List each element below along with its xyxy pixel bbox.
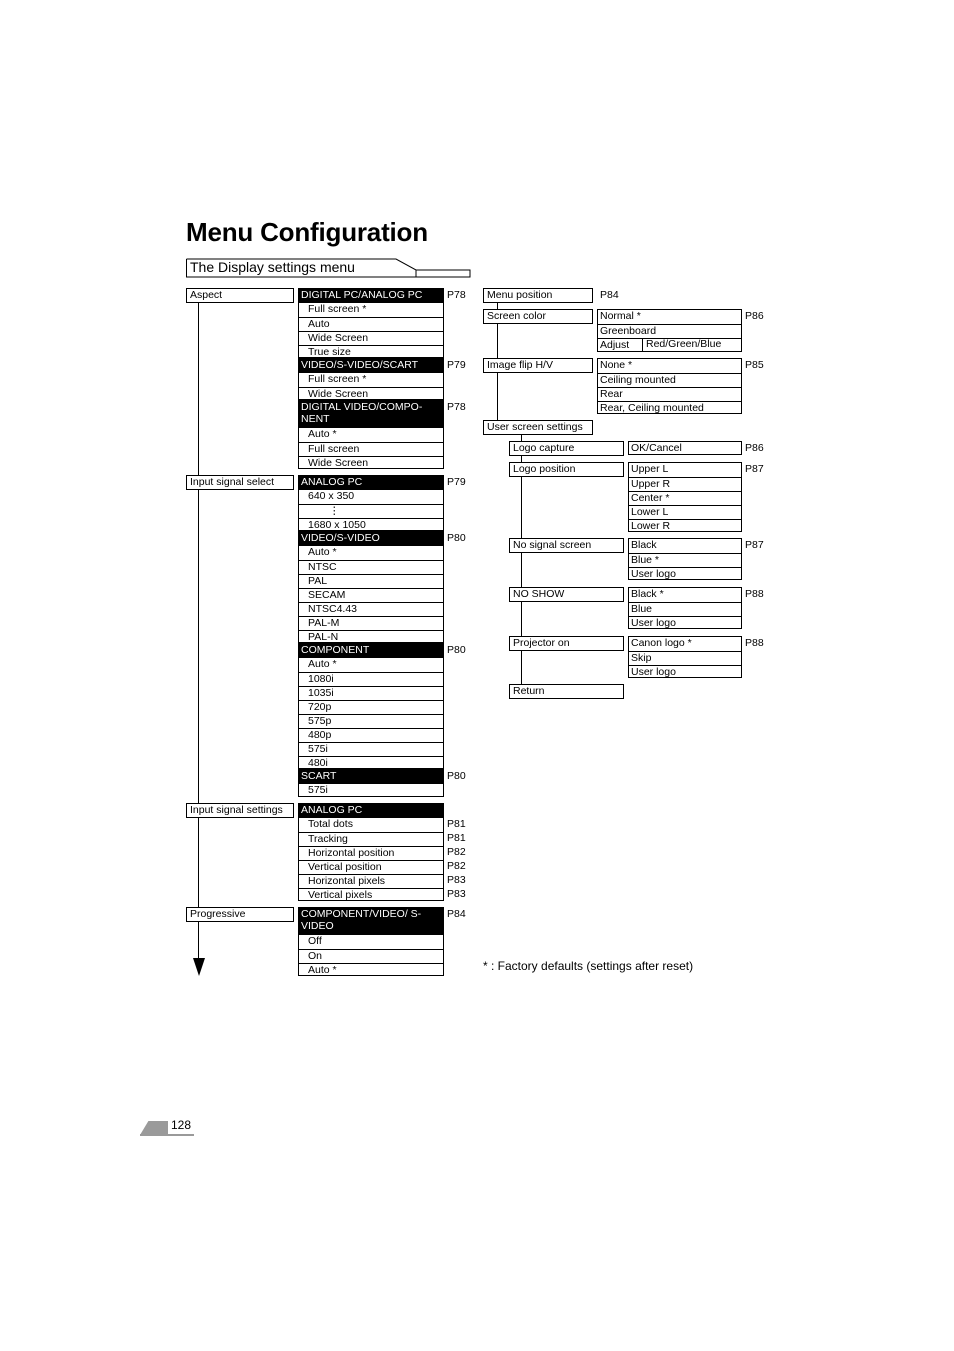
option-item[interactable]: User logo	[629, 665, 741, 679]
option-group	[298, 817, 444, 901]
option-item[interactable]: 640 x 350	[308, 490, 355, 502]
option-group	[628, 538, 742, 580]
page-ref: P86	[745, 442, 764, 454]
page-ref: P88	[745, 637, 764, 649]
menu-item-aspect[interactable]: Aspect	[186, 288, 294, 303]
submenu-item[interactable]: Projector on	[509, 636, 624, 651]
option-item[interactable]: Wide Screen	[299, 387, 443, 401]
page-ref: P83	[447, 888, 466, 900]
option-item[interactable]: Auto *	[308, 658, 337, 670]
down-arrow-icon	[193, 958, 205, 976]
option-item[interactable]: Auto *	[308, 428, 337, 440]
option-item[interactable]: ⋮	[299, 504, 443, 518]
page-ref: P78	[447, 289, 466, 301]
option-item[interactable]: Normal *	[600, 310, 641, 322]
option-item[interactable]: 575i	[308, 784, 328, 796]
option-item[interactable]: Wide Screen	[299, 331, 443, 345]
submenu-item[interactable]: Return	[509, 684, 624, 699]
option-item[interactable]: OK/Cancel	[631, 442, 682, 454]
option-group-header: SCART	[298, 769, 444, 783]
adjust-row	[598, 338, 741, 352]
option-item[interactable]: 480p	[299, 728, 443, 742]
option-group	[628, 587, 742, 629]
menu-item-user-screen-settings[interactable]: User screen settings	[483, 420, 593, 435]
menu-item-progressive[interactable]: Progressive	[186, 907, 294, 922]
page-ref: P79	[447, 476, 466, 488]
option-item[interactable]: 575p	[299, 714, 443, 728]
option-item[interactable]: Full screen *	[308, 303, 367, 315]
page-ref: P80	[447, 644, 466, 656]
option-item[interactable]: True size	[299, 345, 443, 359]
option-group	[298, 302, 444, 358]
option-item[interactable]: Lower R	[629, 519, 741, 533]
option-group	[628, 441, 742, 455]
page-ref: P79	[447, 359, 466, 371]
option-item[interactable]: Auto *	[308, 546, 337, 558]
option-item[interactable]: 1080i	[299, 672, 443, 686]
adjust-label[interactable]: Adjust	[600, 339, 630, 351]
option-group	[298, 657, 444, 769]
option-item[interactable]: 480i	[299, 756, 443, 770]
option-item[interactable]: Full screen *	[308, 373, 367, 385]
option-item[interactable]: Ceiling mounted	[598, 373, 741, 387]
menu-item-image-flip[interactable]: Image flip H/V	[483, 358, 593, 373]
submenu-item[interactable]: NO SHOW	[509, 587, 624, 602]
page-ref: P78	[447, 401, 466, 413]
page-ref: P85	[745, 359, 764, 371]
option-item[interactable]: Blue	[629, 602, 741, 616]
page-tab-marker	[140, 1121, 168, 1135]
option-item[interactable]: NTSC	[299, 560, 443, 574]
option-group-header: DIGITAL PC/ANALOG PC	[298, 288, 444, 302]
option-item[interactable]: Total dots	[308, 818, 353, 830]
menu-item-menu-position[interactable]: Menu position	[483, 288, 593, 303]
page-ref: P88	[745, 588, 764, 600]
option-group-header: VIDEO/S-VIDEO/SCART	[298, 358, 444, 372]
menu-item-screen-color[interactable]: Screen color	[483, 309, 593, 324]
option-group	[298, 427, 444, 469]
option-group	[298, 934, 444, 976]
submenu-item[interactable]: Logo capture	[509, 441, 624, 456]
page-ref: P80	[447, 770, 466, 782]
option-item[interactable]: Tracking	[299, 832, 443, 846]
option-item[interactable]: Lower L	[629, 505, 741, 519]
option-item[interactable]: PAL-N	[299, 630, 443, 644]
option-item[interactable]: Vertical position	[299, 860, 443, 874]
option-group	[597, 309, 742, 352]
option-group	[298, 783, 444, 797]
option-item[interactable]: SECAM	[299, 588, 443, 602]
menu-item-input_signal_settings[interactable]: Input signal settings	[186, 803, 294, 818]
option-item[interactable]: Horizontal pixels	[299, 874, 443, 888]
option-group	[298, 372, 444, 400]
tree-trunk-line	[198, 302, 199, 960]
option-item[interactable]: Blue *	[629, 553, 741, 567]
option-item[interactable]: Center *	[629, 491, 741, 505]
option-item[interactable]: NTSC4.43	[299, 602, 443, 616]
option-item[interactable]: Greenboard	[598, 324, 741, 338]
option-item[interactable]: Full screen	[299, 442, 443, 456]
option-item[interactable]: Off	[308, 935, 322, 947]
option-item[interactable]: 1680 x 1050	[299, 518, 443, 532]
page-ref: P83	[447, 874, 466, 886]
option-item[interactable]: PAL-M	[299, 616, 443, 630]
option-group	[298, 489, 444, 531]
option-item[interactable]: Wide Screen	[299, 456, 443, 470]
page-title: Menu Configuration	[186, 217, 428, 247]
option-item[interactable]: Skip	[629, 651, 741, 665]
option-group	[597, 358, 742, 414]
option-item[interactable]: Auto *	[299, 963, 443, 977]
page-ref: P84	[600, 289, 619, 301]
option-item[interactable]: Auto	[299, 317, 443, 331]
option-group-header: COMPONENT	[298, 643, 444, 657]
page-ref: P84	[447, 908, 466, 920]
option-group-header: VIDEO/S-VIDEO	[298, 531, 444, 545]
page-number-rule	[140, 1134, 194, 1136]
option-item[interactable]: PAL	[299, 574, 443, 588]
section-title-frame	[186, 258, 476, 280]
submenu-item[interactable]: Logo position	[509, 462, 624, 477]
option-group	[628, 462, 742, 532]
option-group	[298, 545, 444, 643]
option-item[interactable]: Canon logo *	[631, 637, 692, 649]
option-item[interactable]: User logo	[629, 616, 741, 630]
option-item[interactable]: 720p	[299, 700, 443, 714]
option-item[interactable]: User logo	[629, 567, 741, 581]
option-item[interactable]: Rear	[598, 387, 741, 401]
option-group-header: DIGITAL VIDEO/COMPO-NENT	[298, 400, 444, 427]
adjust-value[interactable]: Red/Green/Blue	[642, 338, 741, 352]
menu-item-input_signal_select[interactable]: Input signal select	[186, 475, 294, 490]
page-number: 128	[171, 1118, 192, 1132]
submenu-item[interactable]: No signal screen	[509, 538, 624, 553]
option-item[interactable]: Rear, Ceiling mounted	[598, 401, 741, 415]
page-ref: P82	[447, 846, 466, 858]
option-item[interactable]: None *	[600, 359, 633, 371]
option-item[interactable]: Upper R	[629, 477, 741, 491]
page-ref: P87	[745, 463, 764, 475]
page-ref: P80	[447, 532, 466, 544]
option-group-header: COMPONENT/VIDEO/ S-VIDEO	[298, 907, 444, 934]
option-item[interactable]: Black	[631, 539, 657, 551]
option-item[interactable]: Upper L	[631, 463, 669, 475]
section-title-text: The Display settings menu	[190, 259, 355, 275]
option-item[interactable]: Horizontal position	[299, 846, 443, 860]
page-ref: P81	[447, 818, 466, 830]
option-group-header: ANALOG PC	[298, 803, 444, 817]
option-group-header: ANALOG PC	[298, 475, 444, 489]
option-item[interactable]: 1035i	[299, 686, 443, 700]
page-ref: P82	[447, 860, 466, 872]
page-ref: P86	[745, 310, 764, 322]
option-item[interactable]: 575i	[299, 742, 443, 756]
option-item[interactable]: Vertical pixels	[299, 888, 443, 902]
option-item[interactable]: Black *	[631, 588, 664, 600]
factory-defaults-note: * : Factory defaults (settings after reset)	[483, 959, 694, 973]
option-group	[628, 636, 742, 678]
page-ref: P87	[745, 539, 764, 551]
option-item[interactable]: On	[299, 949, 443, 963]
page-ref: P81	[447, 832, 466, 844]
